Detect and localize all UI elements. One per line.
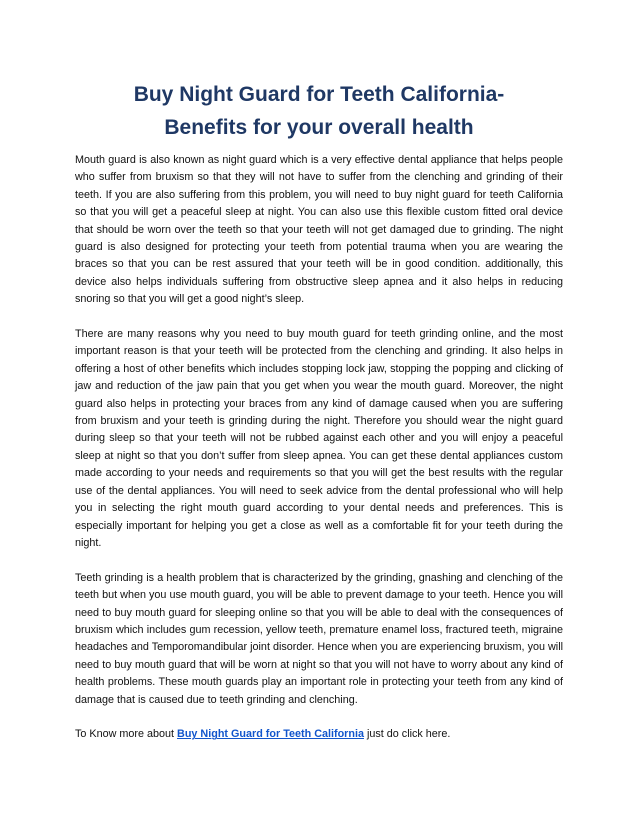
page-title-line-2: Benefits for your overall health xyxy=(164,116,474,139)
document-body xyxy=(75,152,563,761)
paragraph-1: Mouth guard is also known as night guard which is a very effective dental appliance that helps people who suffer from bruxism so that they will not have to suffer from the clenching and grinding of their teeth. If you are also suffering from this problem, you will need to buy night guard for teeth California so that you will get a peaceful sleep at night. You can also use this flexible custom fitted oral device that should be worn over the teeth so that your teeth will not get damaged due to grinding. The night guard is also designed for protecting your teeth from potential trauma when you are wearing the braces so that you can be rest assured that your teeth will be in good condition. additionally, this device also helps individuals suffering from obstructive sleep apnea and it also helps in reducing snoring so that you will get a good night’s sleep. xyxy=(75,154,563,306)
paragraph-3: Teeth grinding is a health problem that is characterized by the grinding, gnashing and clenching of the teeth but when you use mouth guard, you will be able to prevent damage to your teeth. Hence you will need to buy mouth guard for sleeping online so that you will be able to deal with the consequences of bruxism which includes gum recession, yellow teeth, premature enamel loss, fractured teeth, migraine headaches and Temporomandibular joint disorder. Hence when you are experiencing bruxism, you will need to buy mouth guard that will be worn at night so that you will not have to worry about any kind of health problems. These mouth guards play an important role in protecting your teeth from any kind of damage that is caused due to teeth grinding and clenching. xyxy=(75,571,563,706)
night-guard-link[interactable]: Buy Night Guard for Teeth California xyxy=(177,728,364,741)
closing-suffix: just do click here. xyxy=(363,728,451,741)
closing-paragraph xyxy=(75,726,563,743)
closing-prefix: To Know more about xyxy=(75,728,178,741)
page-title-line-1: Buy Night Guard for Teeth California- xyxy=(133,83,505,106)
paragraph-2: There are many reasons why you need to buy mouth guard for teeth grinding online, and the most important reason is that your teeth will be protected from the clenching and grinding. It also helps in offering a host of other benefits which includes stopping lock jaw, stopping the popping and clicking of jaw and reduction of the jaw pain that you get when you wear the mouth guard. Moreover, the night guard also helps in protecting your braces from any kind of damage caused when you are suffering from bruxism and your teeth is grinding during the night. Therefore you should wear the night guard during sleep so that your teeth will not be rubbed against each other and you will enjoy a peaceful sleep at night so that you don’t suffer from sleep apnea. You can get these dental appliances custom made according to your needs and requirements so that you will get the best results with the regular use of the dental appliances. You will need to seek advice from the dental professional who will help you in selecting the right mouth guard according to your dental needs and preferences. This is especially important for helping you get a close as well as a comfortable fit for your teeth during the night. xyxy=(75,328,563,549)
page-title xyxy=(60,78,578,144)
